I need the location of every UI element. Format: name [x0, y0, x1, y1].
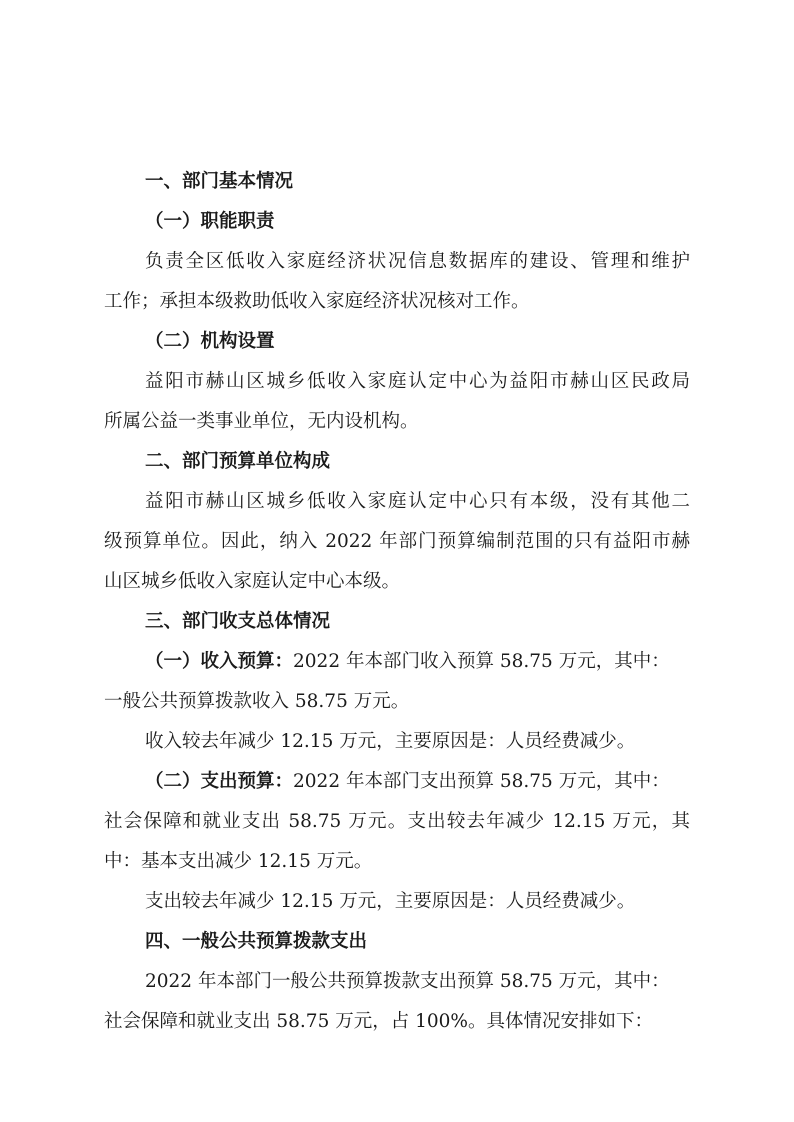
section1-heading: 一、部门基本情况 [145, 171, 294, 192]
expense-line2: 社会保障和就业支出 58.75 万元。支出较去年减少 12.15 万元，其 [104, 811, 690, 832]
income-line3: 收入较去年减少 12.15 万元，主要原因是：人员经费减少。 [145, 731, 636, 752]
expense-line1 [145, 769, 670, 795]
section2-heading: 二、部门预算单位构成 [145, 451, 331, 472]
section2-line2: 级预算单位。因此，纳入 2022 年部门预算编制范围的只有益阳市赫 [104, 531, 690, 552]
expense-line1-text: 2022 年本部门支出预算 58.75 万元，其中： [293, 771, 670, 792]
section4-line1: 2022 年本部门一般公共预算拨款支出预算 58.75 万元，其中： [145, 971, 670, 992]
expense-label: （二）支出预算： [145, 771, 294, 792]
expense-line4: 支出较去年减少 12.15 万元，主要原因是：人员经费减少。 [145, 891, 636, 912]
income-line2: 一般公共预算拨款收入 58.75 万元。 [104, 691, 410, 712]
section1-sub1-line1: 负责全区低收入家庭经济状况信息数据库的建设、管理和维护 [145, 251, 690, 272]
income-label: （一）收入预算： [145, 651, 294, 672]
section1-sub2-line1: 益阳市赫山区城乡低收入家庭认定中心为益阳市赫山区民政局 [145, 371, 690, 392]
section1-sub1-line2: 工作；承担本级救助低收入家庭经济状况核对工作。 [104, 291, 530, 312]
section1-sub2-line2: 所属公益一类事业单位，无内设机构。 [104, 411, 419, 432]
expense-line3: 中：基本支出减少 12.15 万元。 [104, 851, 373, 872]
section1-sub1-heading: （一）职能职责 [145, 211, 275, 232]
income-line1 [145, 649, 670, 675]
section1-sub2-heading: （二）机构设置 [145, 331, 275, 352]
income-line1-text: 2022 年本部门收入预算 58.75 万元，其中： [293, 651, 670, 672]
section4-heading: 四、一般公共预算拨款支出 [145, 931, 368, 952]
section2-line3: 山区城乡低收入家庭认定中心本级。 [104, 571, 401, 592]
section2-line1: 益阳市赫山区城乡低收入家庭认定中心只有本级，没有其他二 [145, 491, 690, 512]
section3-heading: 三、部门收支总体情况 [145, 611, 331, 632]
section4-line2: 社会保障和就业支出 58.75 万元，占 100%。具体情况安排如下： [104, 1011, 653, 1032]
